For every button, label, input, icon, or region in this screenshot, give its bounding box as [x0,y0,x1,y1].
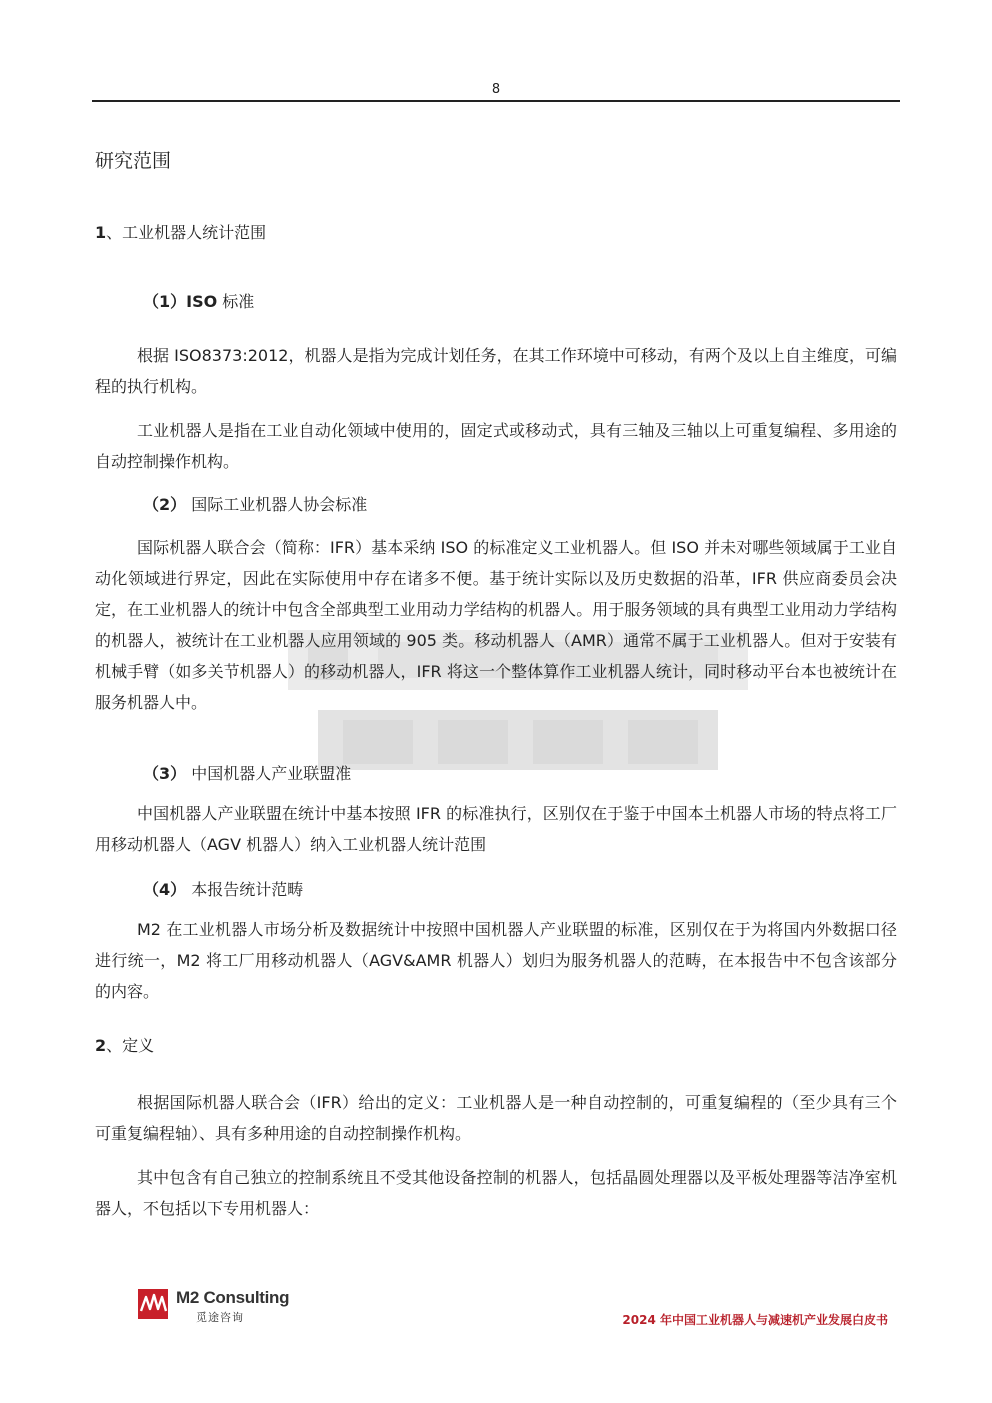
paragraph-industrial-robot: 工业机器人是指在工业自动化领域中使用的，固定式或移动式，具有三轴及三轴以上可重复编程、多用途的自动控制操作机构。 [95,421,897,471]
footer-report-title: 2024 年中国工业机器人与减速机产业发展白皮书 [622,1313,888,1327]
paragraph-china-alliance: 中国机器人产业联盟在统计中基本按照 IFR 的标准执行，区别仅在于鉴于中国本土机器人市场的特点将工厂用移动机器人（AGV 机器人）纳入工业机器人统计范围 [95,804,897,854]
heading-2-number: 2 [95,1036,107,1055]
paragraph-ifr-definition: 根据国际机器人联合会（IFR）给出的定义：工业机器人是一种自动控制的，可重复编程的（至少具有三个可重复编程轴）、具有多种用途的自动控制操作机构。 [95,1093,897,1143]
subheading-3-title: 中国机器人产业联盟准 [186,764,352,783]
subheading-1-title: 标准 [217,292,255,311]
page-number: 8 [491,82,501,97]
subheading-2-number: （2） [143,495,187,514]
subheading-1-bold: ISO [186,292,218,311]
paragraph-ifr-standard: 国际机器人联合会（简称：IFR）基本采纳 ISO 的标准定义工业机器人。但 ISO 并未对哪些领域属于工业自动化领域进行界定，因此在实际使用中存在诸多不便。基于统计实际以及历史数据的沿革，IFR 供应商委员会决定，在工业机器人的统计中包含全部典型工业用动力学结构的机器人。用于服务领域的具有典型工业用动力学结构的机器人，被统计在工业机器人应用领域的 905 类。移动机器人（AMR）通常不属于工业机器人。但对于安装有机械手臂（如多关节机器人）的移动机器人，IFR 将这一个整体算作工业机器人统计，同时移动平台本也被统计在服务机器人中。 [95,538,897,712]
logo-subtitle: 觅途咨询 [196,1311,244,1324]
m2-logo-icon [138,1287,170,1321]
paragraph-report-scope: M2 在工业机器人市场分析及数据统计中按照中国机器人产业联盟的标准，区别仅在于为将国内外数据口径进行统一，M2 将工厂用移动机器人（AGV&AMR 机器人）划归为服务机器人的范畴，在本报告中不包含该部分的内容。 [95,920,897,1001]
subheading-4 [143,877,303,900]
subheading-3 [143,761,351,784]
subheading-2 [143,492,367,515]
header-rule [92,100,900,102]
paragraph-iso-definition: 根据 ISO8373:2012，机器人是指为完成计划任务，在其工作环境中可移动，有两个及以上自主维度，可编程的执行机构。 [95,346,897,396]
footer-logo [138,1287,308,1327]
subheading-4-number: （4） [143,880,187,899]
heading-1-number: 1 [95,223,107,242]
section-title: 研究范围 [95,150,172,172]
subheading-3-number: （3） [143,764,187,783]
heading-1-title: 、工业机器人统计范围 [106,223,267,242]
heading-1 [95,220,266,243]
subheading-2-title: 国际工业机器人协会标准 [186,495,368,514]
subheading-1-number: （1） [143,292,187,311]
heading-2-title: 、定义 [106,1036,155,1055]
subheading-4-title: 本报告统计范畴 [186,880,304,899]
logo-name: M2 Consulting [176,1288,290,1307]
heading-2 [95,1033,154,1056]
paragraph-inclusion: 其中包含有自己独立的控制系统且不受其他设备控制的机器人，包括晶圆处理器以及平板处理器等洁净室机器人，不包括以下专用机器人： [95,1168,897,1218]
subheading-1 [143,289,254,312]
